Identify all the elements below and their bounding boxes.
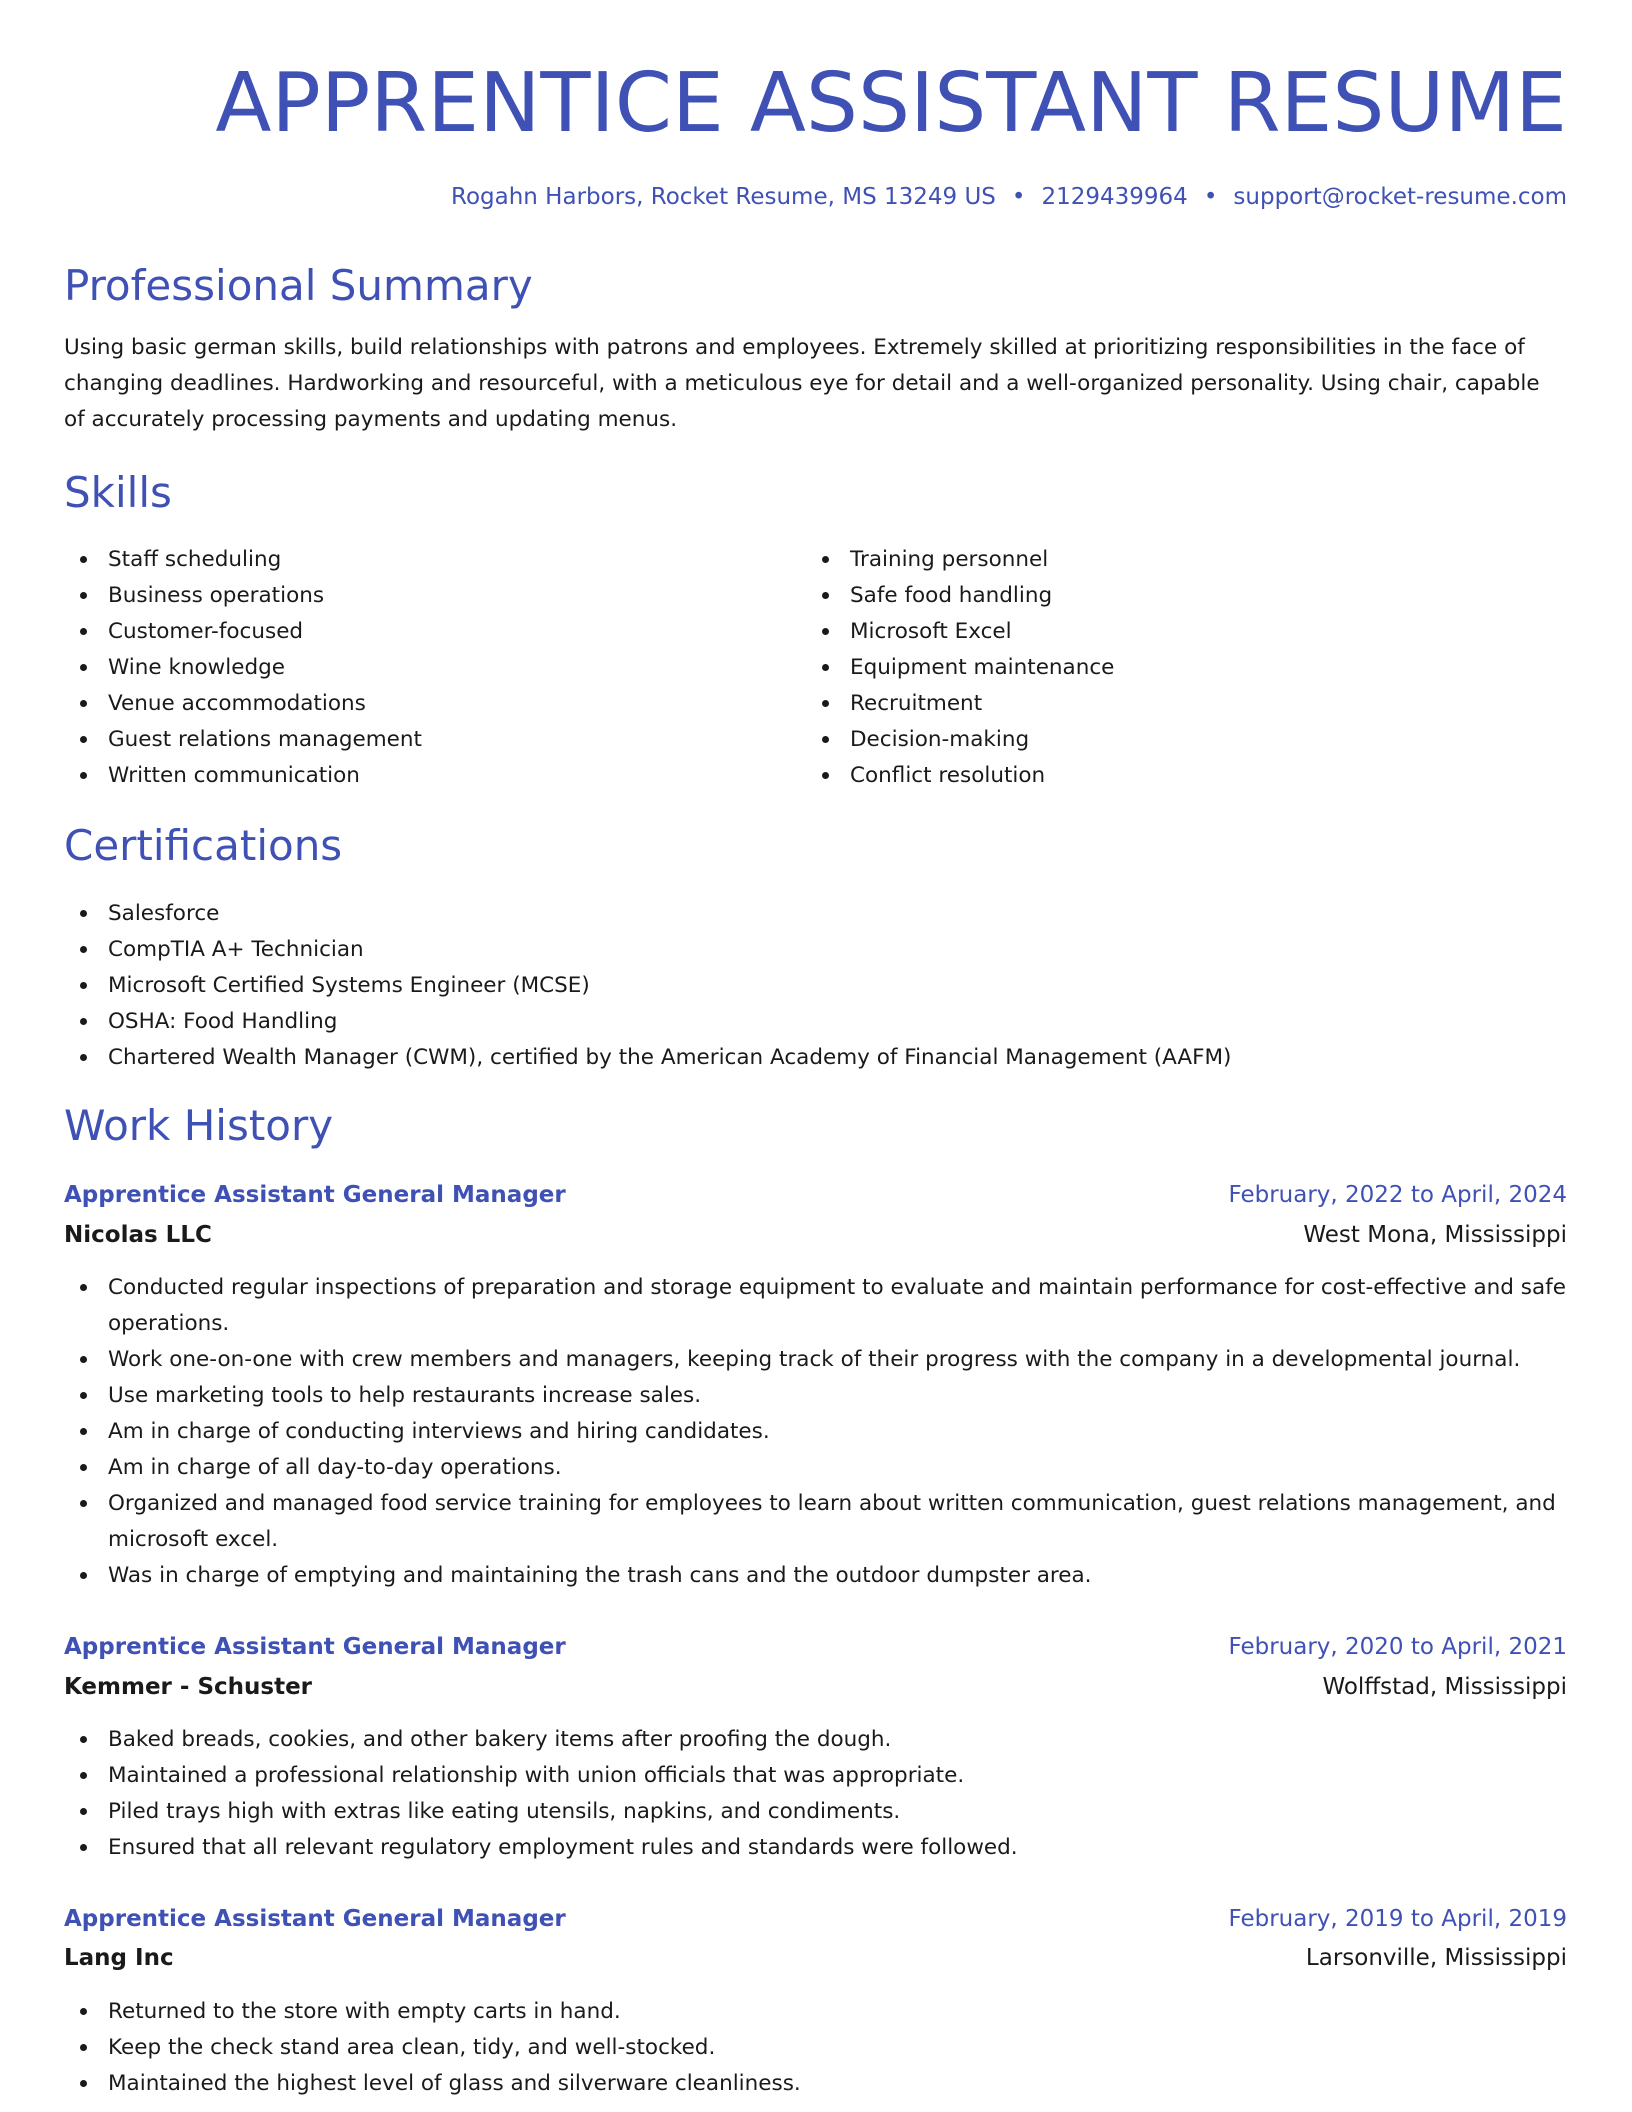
job-location: Wolffstad, Mississippi xyxy=(1322,1674,1567,1700)
job-bullets xyxy=(64,1270,1567,1594)
job-dates: February, 2020 to April, 2021 xyxy=(1228,1634,1567,1660)
job-title: Apprentice Assistant General Manager xyxy=(64,1634,566,1660)
job-bullet: Maintained the highest level of glass and silverware cleanliness. xyxy=(64,2066,1567,2102)
job-bullet: Piled trays high with extras like eating utensils, napkins, and condiments. xyxy=(64,1794,1567,1830)
job-bullet: Maintained a professional relationship with union officials that was appropriate. xyxy=(64,1758,1567,1794)
job-bullet: Work one-on-one with crew members and managers, keeping track of their progress with the company in a developmental journal. xyxy=(64,1342,1567,1378)
job-subheader xyxy=(64,1217,1567,1253)
contact-email: support@rocket-resume.com xyxy=(1233,184,1567,210)
job-dates: February, 2019 to April, 2019 xyxy=(1228,1906,1567,1932)
job-company: Lang Inc xyxy=(64,1945,174,1971)
contact-phone: 2129439964 xyxy=(1041,184,1188,210)
job-bullets xyxy=(64,1994,1567,2102)
certifications-list xyxy=(64,896,1567,1076)
skills-list-right xyxy=(806,542,1506,794)
job-title: Apprentice Assistant General Manager xyxy=(64,1906,566,1932)
job-bullet: Ensured that all relevant regulatory employment rules and standards were followed. xyxy=(64,1830,1567,1866)
skill-item: Recruitment xyxy=(806,686,1506,722)
skill-item: Safe food handling xyxy=(806,578,1506,614)
job-bullet: Conducted regular inspections of preparation and storage equipment to evaluate and maintain performance for cost-effective and safe operations. xyxy=(64,1270,1567,1342)
certification-item: CompTIA A+ Technician xyxy=(64,932,1567,968)
job-bullet: Am in charge of all day-to-day operations. xyxy=(64,1450,1567,1486)
job-bullets xyxy=(64,1722,1567,1866)
summary-text: Using basic german skills, build relationships with patrons and employees. Extremely skilled at prioritizing responsibilities in the face of changing deadlines. Hardworking and resourceful, with a meticulous eye for detail and a well-organized personality. Using chair, capable of accurately processing payments and updating menus. xyxy=(64,335,1540,432)
job-bullet: Use marketing tools to help restaurants increase sales. xyxy=(64,1378,1567,1414)
job-bullet: Keep the check stand area clean, tidy, and well-stocked. xyxy=(64,2030,1567,2066)
job-location: West Mona, Mississippi xyxy=(1303,1222,1567,1248)
job-header xyxy=(64,1177,1567,1213)
contact-separator: • xyxy=(1011,184,1026,210)
skill-item: Wine knowledge xyxy=(64,650,764,686)
skills-heading: Skills xyxy=(64,468,172,517)
skills-list-left xyxy=(64,542,764,794)
skill-item: Training personnel xyxy=(806,542,1506,578)
certification-item: Chartered Wealth Manager (CWM), certified by the American Academy of Financial Management (AAFM) xyxy=(64,1040,1567,1076)
job-location: Larsonville, Mississippi xyxy=(1305,1945,1567,1971)
skill-item: Conflict resolution xyxy=(806,758,1506,794)
job-bullet: Returned to the store with empty carts in hand. xyxy=(64,1994,1567,2030)
job-company: Nicolas LLC xyxy=(64,1222,212,1248)
skill-item: Business operations xyxy=(64,578,764,614)
resume-title: APPRENTICE ASSISTANT RESUME xyxy=(215,56,1567,151)
skill-item: Microsoft Excel xyxy=(806,614,1506,650)
skill-item: Venue accommodations xyxy=(64,686,764,722)
job-title: Apprentice Assistant General Manager xyxy=(64,1182,566,1208)
skill-item: Customer-focused xyxy=(64,614,764,650)
job-company: Kemmer - Schuster xyxy=(64,1674,313,1700)
skill-item: Staff scheduling xyxy=(64,542,764,578)
job-bullet: Baked breads, cookies, and other bakery items after proofing the dough. xyxy=(64,1722,1567,1758)
skill-item: Equipment maintenance xyxy=(806,650,1506,686)
summary-heading: Professional Summary xyxy=(64,261,533,310)
skill-item: Decision-making xyxy=(806,722,1506,758)
certification-item: Salesforce xyxy=(64,896,1567,932)
job-subheader xyxy=(64,1940,1567,1976)
certifications-heading: Certifications xyxy=(64,821,343,870)
job-subheader xyxy=(64,1669,1567,1705)
skill-item: Guest relations management xyxy=(64,722,764,758)
contact-address: Rogahn Harbors, Rocket Resume, MS 13249 US xyxy=(451,184,996,210)
certification-item: Microsoft Certified Systems Engineer (MCSE) xyxy=(64,968,1567,1004)
job-dates: February, 2022 to April, 2024 xyxy=(1228,1182,1567,1208)
skill-item: Written communication xyxy=(64,758,764,794)
job-bullet: Organized and managed food service training for employees to learn about written communication, guest relations management, and microsoft excel. xyxy=(64,1486,1567,1558)
certification-item: OSHA: Food Handling xyxy=(64,1004,1567,1040)
job-header xyxy=(64,1629,1567,1665)
contact-separator: • xyxy=(1203,184,1218,210)
job-bullet: Am in charge of conducting interviews and hiring candidates. xyxy=(64,1414,1567,1450)
job-bullet: Was in charge of emptying and maintaining the trash cans and the outdoor dumpster area. xyxy=(64,1558,1567,1594)
contact-line xyxy=(451,180,1567,214)
work-history-heading: Work History xyxy=(64,1101,334,1150)
job-header xyxy=(64,1901,1567,1937)
